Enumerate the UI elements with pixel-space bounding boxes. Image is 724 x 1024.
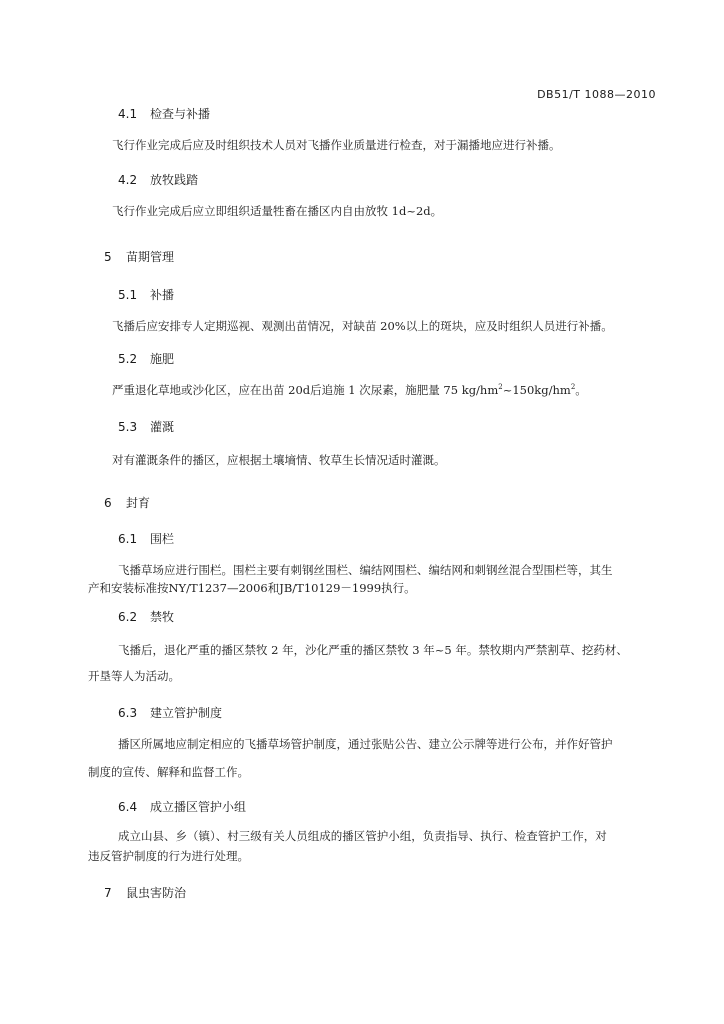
section-title: 鼠虫害防治 bbox=[126, 886, 187, 900]
section-number: 5.1 bbox=[118, 288, 138, 302]
section-heading-7 bbox=[104, 884, 186, 901]
section-title: 检查与补播 bbox=[150, 107, 211, 121]
paragraph-text: 。 bbox=[575, 383, 587, 397]
section-heading-6-3 bbox=[118, 704, 222, 721]
document-code: DB51/T 1088—2010 bbox=[537, 88, 656, 101]
paragraph-text: 严重退化草地或沙化区，应在出苗 20d后追施 1 次尿素，施肥量 75 kg/hm bbox=[112, 383, 499, 397]
section-title: 苗期管理 bbox=[126, 250, 175, 264]
section-heading-6 bbox=[104, 494, 150, 511]
section-heading-5-3 bbox=[118, 418, 174, 435]
section-title: 围栏 bbox=[150, 532, 175, 546]
section-number: 5 bbox=[104, 250, 112, 264]
section-number: 7 bbox=[104, 886, 112, 900]
section-heading-6-4 bbox=[118, 798, 246, 815]
paragraph-6-1-line-2: 产和安装标准按NY/T1237—2006和JB/T10129－1999执行。 bbox=[88, 581, 416, 595]
section-title: 施肥 bbox=[150, 352, 175, 366]
paragraph-6-3-line-1: 播区所属地应制定相应的飞播草场管护制度，通过张贴公告、建立公示牌等进行公布，并作好管护 bbox=[118, 737, 613, 751]
superscript: 2 bbox=[498, 383, 503, 392]
section-number: 6.2 bbox=[118, 610, 138, 624]
paragraph-5-2 bbox=[112, 380, 672, 400]
section-heading-6-2 bbox=[118, 608, 174, 625]
paragraph-4-1: 飞行作业完成后应及时组织技术人员对飞播作业质量进行检查，对于漏播地应进行补播。 bbox=[112, 138, 561, 152]
paragraph-4-2: 飞行作业完成后应立即组织适量牲畜在播区内自由放牧 1d~2d。 bbox=[112, 204, 443, 218]
section-title: 建立管护制度 bbox=[150, 706, 223, 720]
section-heading-6-1 bbox=[118, 530, 174, 547]
paragraph-5-3: 对有灌溉条件的播区，应根据土壤墒情、牧草生长情况适时灌溉。 bbox=[112, 453, 446, 467]
section-title: 灌溉 bbox=[150, 420, 175, 434]
section-number: 5.2 bbox=[118, 352, 138, 366]
paragraph-6-4-line-1: 成立山县、乡（镇）、村三级有关人员组成的播区管护小组，负责指导、执行、检查管护工作，对 bbox=[118, 829, 607, 843]
paragraph-6-4-line-2: 违反管护制度的行为进行处理。 bbox=[88, 849, 249, 863]
section-heading-5-1 bbox=[118, 286, 174, 303]
section-number: 6.1 bbox=[118, 532, 138, 546]
section-heading-4-1 bbox=[118, 105, 210, 122]
paragraph-6-2-line-1: 飞播后，退化严重的播区禁牧 2 年，沙化严重的播区禁牧 3 年~5 年。禁牧期内严禁割草、挖药材、 bbox=[118, 643, 628, 657]
section-title: 补播 bbox=[150, 288, 175, 302]
section-title: 禁牧 bbox=[150, 610, 175, 624]
paragraph-6-1-line-1: 飞播草场应进行围栏。围栏主要有刺钢丝围栏、编结网围栏、编结网和刺钢丝混合型围栏等，其生 bbox=[118, 563, 613, 577]
section-heading-4-2 bbox=[118, 171, 198, 188]
paragraph-6-3-line-2: 制度的宣传、解释和监督工作。 bbox=[88, 765, 249, 779]
paragraph-text: ~150kg/hm bbox=[502, 383, 571, 397]
paragraph-6-2-line-2: 开垦等人为活动。 bbox=[88, 669, 180, 683]
section-title: 放牧践踏 bbox=[150, 173, 199, 187]
section-title: 成立播区管护小组 bbox=[150, 800, 247, 814]
section-title: 封育 bbox=[126, 496, 151, 510]
superscript: 2 bbox=[570, 383, 576, 392]
section-number: 6 bbox=[104, 496, 112, 510]
section-number: 5.3 bbox=[118, 420, 138, 434]
section-number: 6.4 bbox=[118, 800, 138, 814]
section-number: 4.2 bbox=[118, 173, 138, 187]
section-number: 4.1 bbox=[118, 107, 138, 121]
section-heading-5-2 bbox=[118, 350, 174, 367]
section-number: 6.3 bbox=[118, 706, 138, 720]
paragraph-5-1: 飞播后应安排专人定期巡视、观测出苗情况，对缺苗 20%以上的斑块，应及时组织人员进行补播。 bbox=[112, 319, 613, 333]
section-heading-5 bbox=[104, 248, 174, 265]
